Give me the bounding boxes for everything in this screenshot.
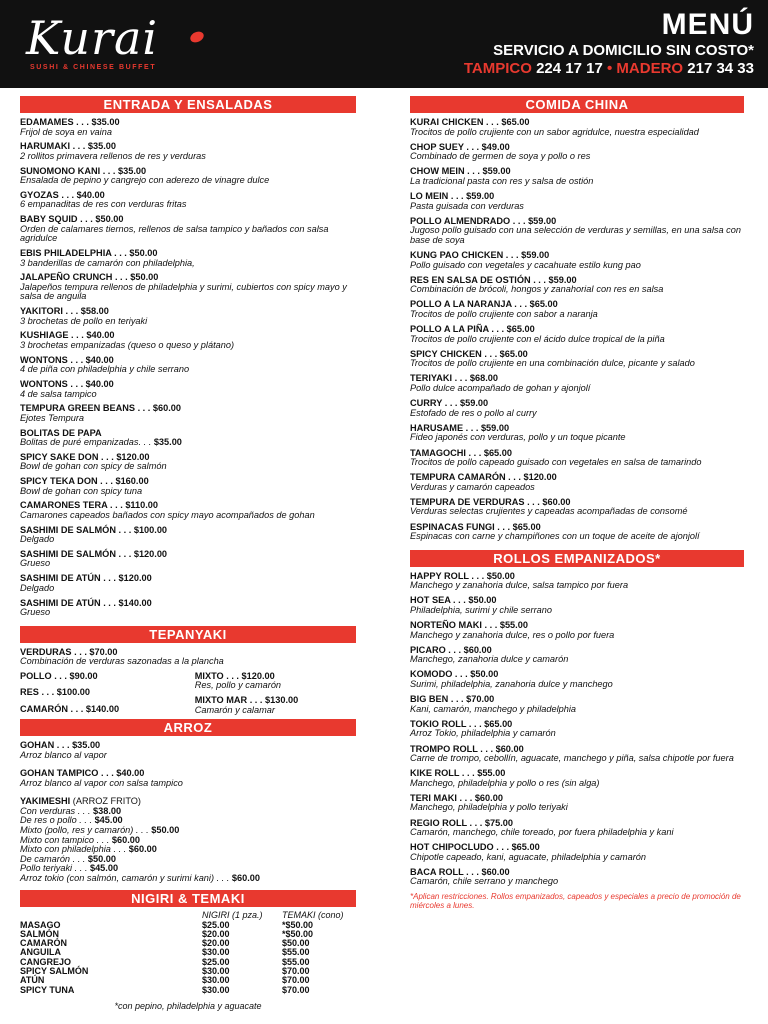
item-name: TEMPURA GREEN BEANS . . . $60.00: [20, 403, 181, 414]
item-name: GOHAN TAMPICO . . . $40.00: [20, 768, 145, 779]
nigiri-price: $30.00: [202, 975, 230, 986]
item-name: HOT SEA . . . $50.00: [410, 595, 497, 606]
section-title-china: COMIDA CHINA: [410, 96, 744, 113]
item-desc: [410, 877, 744, 887]
tepanyaki-res: RES . . . $100.00: [20, 687, 90, 698]
menu-item: [410, 595, 744, 615]
logo: [22, 12, 212, 76]
item-desc: [410, 680, 744, 690]
section-title-tepanyaki: TEPANYAKI: [20, 626, 356, 643]
menu-item: [410, 768, 744, 788]
arroz-gohan: [20, 740, 356, 760]
item-desc: [410, 705, 744, 715]
item-desc: [20, 259, 356, 269]
item-name: BIG BEN . . . $70.00: [410, 694, 495, 705]
yakimeshi-lines: [20, 807, 356, 884]
item-desc-text: Bowl de gohan con spicy tuna: [20, 485, 143, 496]
nigiri-name: CANGREJO: [20, 956, 72, 967]
item-desc: Combinación de verduras sazonadas a la plancha: [20, 656, 224, 667]
item-desc-text: 3 banderillas de camarón con philadelphia,: [20, 257, 195, 268]
item-name: TROMPO ROLL . . . $60.00: [410, 743, 524, 754]
item-desc: [410, 128, 744, 138]
temaki-price: $70.00: [282, 984, 310, 995]
item-desc: [410, 226, 744, 245]
nigiri-price: $20.00: [202, 928, 230, 939]
temaki-price: $55.00: [282, 956, 310, 967]
item-name: KIKE ROLL . . . $55.00: [410, 768, 506, 779]
yakimeshi-line-text: Mixto con tampico . . .: [20, 834, 112, 845]
item-name: SASHIMI DE SALMÓN . . . $100.00: [20, 524, 168, 535]
item-desc-text: Surimi, philadelphia, zanahoria dulce y manchego: [410, 678, 613, 689]
menu-item: [410, 299, 744, 319]
item-name: BOLITAS DE PAPA: [20, 427, 102, 438]
item-desc: [20, 511, 356, 521]
menu-item: [410, 191, 744, 211]
nigiri-name: SPICY TUNA: [20, 984, 75, 995]
yakimeshi-line-text: Mixto con philadelphia . . .: [20, 844, 129, 855]
item-desc-text: Pollo guisado con vegetales y cacahuate estilo kung pao: [410, 259, 641, 270]
yakimeshi-line-price: $50.00: [151, 824, 180, 835]
item-name: SPICY TEKA DON . . . $160.00: [20, 476, 149, 487]
item-desc-text: Espinacas con carne y champiñones con un toque de aceite de ajonjolí: [410, 531, 700, 542]
logo-dot-icon: [189, 30, 206, 45]
section-title-arroz: ARROZ: [20, 719, 356, 736]
menu-item: [410, 216, 744, 246]
item-desc-text: Combinado de germen de soya y pollo o res: [410, 151, 591, 162]
china-list: [410, 117, 744, 542]
col-nigiri: NIGIRI (1 pza.): [202, 909, 263, 920]
item-name: HARUMAKI . . . $35.00: [20, 141, 116, 152]
menu-title: MENÚ: [661, 8, 754, 41]
item-desc: [20, 608, 356, 618]
item-desc: [410, 177, 744, 187]
item-desc: [410, 359, 744, 369]
item-desc: [410, 581, 744, 591]
item-desc-text: Manchego, zanahoria dulce y camarón: [410, 654, 569, 665]
item-name: TOKIO ROLL . . . $65.00: [410, 718, 513, 729]
item-desc: [410, 152, 744, 162]
nigiri-name: SPICY SALMÓN: [20, 966, 89, 977]
item-name: SUNOMONO KANI . . . $35.00: [20, 165, 147, 176]
item-desc-text: Ensalada de pepino y cangrejo con aderezo de vinagre dulce: [20, 175, 270, 186]
item-desc-text: Jugoso pollo guisado con una selección de verduras y semillas, en una salsa con base de soya: [410, 225, 741, 245]
item-desc: [410, 261, 744, 271]
item-name: KUNG PAO CHICKEN . . . $59.00: [410, 250, 550, 261]
menu-item: [20, 549, 356, 569]
item-desc-text: 3 brochetas empanizadas (queso o queso y plátano): [20, 339, 235, 350]
menu-item: [20, 306, 356, 326]
item-desc-text: Estofado de res o pollo al curry: [410, 407, 537, 418]
item-name: EDAMAMES . . . $35.00: [20, 117, 120, 127]
rollos-list: [410, 571, 744, 887]
nigiri-note: *con pepino, philadelphia y aguacate: [114, 1000, 262, 1011]
item-desc: [410, 532, 744, 542]
item-desc: [20, 535, 356, 545]
arroz-gohan-tampico: [20, 768, 356, 788]
menu-item: [20, 476, 356, 496]
item-name: EBIS PHILADELPHIA . . . $50.00: [20, 248, 158, 258]
phone-line: [464, 60, 754, 77]
item-name: WONTONS . . . $40.00: [20, 354, 114, 365]
item-desc: [20, 365, 356, 375]
menu-item: [20, 525, 356, 545]
nigiri-table: [20, 921, 356, 995]
tepanyaki-camaron: CAMARÓN . . . $140.00: [20, 703, 120, 714]
yakimeshi-line-price: $60.00: [231, 872, 260, 883]
item-desc-text: Trocitos de pollo crujiente con el ácido dulce tropical de la piña: [410, 333, 665, 344]
item-desc: [410, 409, 744, 419]
item-desc-text: Arroz Tokio, philadelphia y camarón: [410, 728, 556, 739]
menu-item: [20, 248, 356, 268]
item-desc-text: Manchego y zanahoria dulce, salsa tampico por fuera: [410, 580, 629, 591]
item-name: REGIO ROLL . . . $75.00: [410, 817, 513, 828]
menu-item: [410, 250, 744, 270]
header: [0, 0, 768, 88]
item-desc-text: Trocitos de pollo crujiente con sabor a naranja: [410, 308, 598, 319]
nigiri-price: $30.00: [202, 984, 230, 995]
item-desc: [410, 631, 744, 641]
item-name: PICARO . . . $60.00: [410, 644, 492, 655]
yakimeshi-line-price: $45.00: [89, 863, 119, 874]
nigiri-price: $20.00: [202, 938, 230, 949]
menu-item: [410, 497, 744, 517]
nigiri-price: $30.00: [202, 947, 230, 958]
menu-item: [410, 472, 744, 492]
item-name: JALAPEÑO CRUNCH . . . $50.00: [20, 272, 159, 283]
menu-item: [410, 117, 744, 137]
item-desc: [20, 128, 356, 138]
yakimeshi-sub: (ARROZ FRITO): [72, 796, 141, 807]
item-desc-text: 4 de piña con philadelphia y chile serrano: [20, 364, 190, 375]
item-desc-text: Chipotle capeado, kani, aguacate, philadelphia y camarón: [410, 851, 646, 862]
item-desc-text: 3 brochetas de pollo en teriyaki: [20, 315, 148, 326]
menu-item: [410, 522, 744, 542]
item-desc: [20, 341, 356, 351]
section-title-nigiri: NIGIRI & TEMAKI: [20, 890, 356, 907]
item-name: KUSHIAGE . . . $40.00: [20, 330, 115, 341]
menu-item: [20, 403, 356, 423]
menu-item: [410, 620, 744, 640]
nigiri-price: $25.00: [202, 956, 230, 967]
item-name: SASHIMI DE ATÚN . . . $120.00: [20, 573, 152, 584]
menu-item: [410, 324, 744, 344]
service-text: SERVICIO A DOMICILIO SIN COSTO*: [493, 42, 754, 59]
item-desc: [410, 828, 744, 838]
item-desc: [20, 414, 356, 424]
yakimeshi-line-price: $60.00: [128, 844, 157, 855]
item-desc-text: Pollo dulce acompañado de gohan y ajonjolí: [410, 382, 591, 393]
table-row: [20, 986, 356, 995]
item-desc: [410, 507, 744, 517]
temaki-price: $50.00: [282, 938, 310, 949]
menu-item: [410, 694, 744, 714]
item-desc: [410, 285, 744, 295]
item-desc: [410, 803, 744, 813]
item-desc-text: Manchego, philadelphia y pollo o res (sin alga): [410, 777, 600, 788]
menu-item: [20, 428, 356, 448]
item-name: TAMAGOCHI . . . $65.00: [410, 447, 512, 458]
entrada-list: [20, 117, 356, 618]
item-desc-text: Jalapeños tempura rellenos de philadelphia y surimi, cubiertos con spicy mayo y salsa de anguila: [20, 281, 347, 302]
menu-item: [20, 330, 356, 350]
item-desc: [410, 202, 744, 212]
item-name: TEMPURA CAMARÓN . . . $120.00: [410, 472, 557, 483]
menu-item: [20, 272, 356, 302]
logo-text: Kurai: [26, 11, 159, 65]
item-name: ESPINACAS FUNGI . . . $65.00: [410, 521, 541, 532]
footnote: *Aplican restricciones. Rollos empanizados, capeados y especiales a precio de promoción de miércoles a lunes.: [410, 891, 741, 910]
temaki-price: $70.00: [282, 966, 310, 977]
item-desc-text: Camarones capeados bañados con spicy mayo acompañados de gohan: [20, 509, 315, 520]
item-desc: [410, 335, 744, 345]
item-name: CURRY . . . $59.00: [410, 398, 489, 409]
temaki-price: *$50.00: [282, 919, 314, 930]
item-name: BABY SQUID . . . $50.00: [20, 214, 124, 225]
item-desc: [20, 390, 356, 400]
yakimeshi-line-text: Con verduras . . .: [20, 805, 94, 816]
item-name: TERIYAKI . . . $68.00: [410, 373, 499, 384]
item-desc: [20, 225, 356, 244]
item-desc-text: Orden de calamares tiernos, rellenos de salsa tampico y bañados con salsa agridulce: [20, 223, 329, 244]
item-desc-text: Trocitos de pollo capeado guisado con vegetales en salsa de tamarindo: [410, 457, 702, 468]
menu-item: [20, 214, 356, 244]
item-desc-text: Fideo japonés con verduras, pollo y un toque picante: [410, 432, 626, 443]
item-name: YAKITORI . . . $58.00: [20, 306, 109, 317]
item-desc: Arroz blanco al vapor: [20, 749, 107, 760]
tampico-phone: 224 17 17: [536, 60, 603, 77]
tepanyaki-right: [195, 671, 356, 715]
item-desc-text: Verduras selectas crujientes y capeadas acompañadas de consomé: [410, 506, 688, 517]
item-name: SASHIMI DE ATÚN . . . $140.00: [20, 597, 152, 608]
nigiri-name: SALMÓN: [20, 928, 59, 939]
item-desc-text: Grueso: [20, 558, 51, 569]
item-desc: [410, 433, 744, 443]
menu-item: [410, 423, 744, 443]
item-name: VERDURAS . . . $70.00: [20, 646, 118, 657]
item-desc: [20, 462, 356, 472]
item-desc: [20, 152, 356, 162]
temaki-price: *$50.00: [282, 928, 314, 939]
separator: •: [606, 60, 613, 77]
menu-item: [20, 452, 356, 472]
menu-item: [410, 398, 744, 418]
item-name: POLLO A LA NARANJA . . . $65.00: [410, 299, 558, 310]
item-desc: [410, 483, 744, 493]
menu-item: [410, 571, 744, 591]
section-title-rollos: ROLLOS EMPANIZADOS*: [410, 550, 744, 567]
menu-item: [20, 379, 356, 399]
tepanyaki-mixto-mar-desc: Camarón y calamar: [194, 704, 275, 715]
menu-item: [410, 275, 744, 295]
menu-item: [410, 867, 744, 887]
menu-item: [410, 842, 744, 862]
yakimeshi-line: [20, 874, 356, 884]
item-desc: Arroz blanco al vapor con salsa tampico: [20, 777, 183, 788]
menu-item: [410, 669, 744, 689]
menu-item: [20, 573, 356, 593]
menu-item: [20, 166, 356, 186]
item-name: CHOW MEIN . . . $59.00: [410, 166, 511, 177]
item-desc: [20, 317, 356, 327]
yakimeshi-line-text: Mixto (pollo, res y camarón) . . .: [20, 824, 152, 835]
nigiri-name: ATÚN: [20, 975, 45, 986]
yakimeshi-line-text: Arroz tokio (con salmón, camarón y surimi kani) . . .: [20, 872, 232, 883]
item-name: POLLO A LA PIÑA . . . $65.00: [410, 324, 535, 335]
item-name: RES EN SALSA DE OSTIÓN . . . $59.00: [410, 274, 577, 285]
item-desc: [20, 200, 356, 210]
item-desc-text: Combinación de brócoli, hongos y zanahoriaI con res en salsa: [410, 284, 664, 295]
item-desc-text: 2 rollitos primavera rellenos de res y verduras: [20, 150, 206, 161]
item-name: HARUSAME . . . $59.00: [410, 422, 510, 433]
menu-item: [410, 448, 744, 468]
menu-item: [410, 142, 744, 162]
menu-item: [410, 645, 744, 665]
item-desc-text: Frijol de soya en vaina: [20, 126, 112, 137]
item-desc-text: Delgado: [20, 582, 55, 593]
temaki-price: $55.00: [282, 947, 310, 958]
item-desc: [20, 487, 356, 497]
yakimeshi-line-price: $60.00: [111, 834, 141, 845]
menu-item: [410, 793, 744, 813]
item-desc-text: 6 empanaditas de res con verduras fritas: [20, 199, 187, 210]
item-name: KOMODO . . . $50.00: [410, 669, 499, 680]
arroz-yakimeshi: [20, 796, 356, 883]
item-name: BACA ROLL . . . $60.00: [410, 866, 510, 877]
left-column: [20, 96, 356, 1011]
item-desc: [410, 754, 744, 764]
item-desc: [20, 559, 356, 569]
item-desc: [20, 584, 356, 594]
item-name: SASHIMI DE SALMÓN . . . $120.00: [20, 548, 168, 559]
item-desc-text: Ejotes Tempura: [20, 412, 85, 423]
menu-item: [410, 744, 744, 764]
menu-item: [410, 349, 744, 369]
item-name: SPICY SAKE DON . . . $120.00: [20, 451, 150, 462]
item-name: NORTEÑO MAKI . . . $55.00: [410, 620, 528, 631]
menu-item: [410, 818, 744, 838]
yakimeshi-line-price: $45.00: [94, 815, 123, 826]
nigiri-price: $25.00: [202, 919, 230, 930]
nigiri-name: CAMARÓN: [20, 938, 67, 949]
item-name: GOHAN . . . $35.00: [20, 740, 101, 751]
tepanyaki-grid: [20, 671, 356, 715]
yakimeshi-name: YAKIMESHI: [20, 796, 71, 807]
item-desc: [410, 384, 744, 394]
item-name: KURAI CHICKEN . . . $65.00: [410, 117, 530, 127]
item-desc: [410, 729, 744, 739]
item-name: POLLO ALMENDRADO . . . $59.00: [410, 215, 557, 226]
item-name: HAPPY ROLL . . . $50.00: [410, 570, 515, 581]
col-temaki: TEMAKI (cono): [282, 909, 344, 920]
item-desc-text: Camarón, chile serrano y manchego: [410, 876, 559, 887]
tampico-label: TAMPICO: [463, 60, 532, 77]
item-desc-text: Pasta guisada con verduras: [410, 200, 524, 211]
item-price: $35.00: [153, 437, 182, 448]
item-desc-text: Bolitas de puré empanizadas. . .: [20, 437, 154, 448]
menu-item: [20, 141, 356, 161]
item-desc-text: Verduras y camarón capeados: [410, 481, 535, 492]
item-name: CHOP SUEY . . . $49.00: [410, 141, 510, 152]
item-desc-text: Manchego, philadelphia y pollo teriyaki: [410, 802, 568, 813]
yakimeshi-line-text: De res o pollo . . .: [20, 815, 95, 826]
menu-item: [20, 117, 356, 137]
item-name: WONTONS . . . $40.00: [20, 379, 114, 389]
menu-item: [20, 500, 356, 520]
tepanyaki-mixto-mar: MIXTO MAR . . . $130.00: [194, 695, 299, 705]
item-desc-text: Camarón, manchego, chile toreado, por fuera philadelphia y kani: [410, 827, 674, 838]
item-name: TEMPURA DE VERDURAS . . . $60.00: [410, 496, 571, 507]
menu-item: [410, 719, 744, 739]
menu-item: [410, 373, 744, 393]
yakimeshi-line-text: De camarón . . .: [20, 853, 88, 864]
menu-item: [20, 355, 356, 375]
menu-item: [410, 166, 744, 186]
item-desc: [410, 853, 744, 863]
item-desc-text: Grueso: [20, 607, 51, 618]
item-desc: [410, 458, 744, 468]
item-desc: [410, 310, 744, 320]
item-desc-text: Trocitos de pollo crujiente con un sabor agridulce, nuestra especialidad: [410, 126, 699, 137]
item-desc-text: Manchego y zanahoria dulce, res o pollo por fuera: [410, 629, 615, 640]
madero-label: MADERO: [616, 60, 684, 77]
item-desc: [20, 176, 356, 186]
item-name: TERI MAKI . . . $60.00: [410, 792, 503, 803]
tepanyaki-mixto-desc: Res, pollo y camarón: [194, 680, 282, 691]
item-desc-text: Philadelphia, surimi y chile serrano: [410, 604, 552, 615]
yakimeshi-line-text: Pollo teriyaki . . .: [20, 863, 90, 874]
item-desc-text: Delgado: [20, 534, 55, 545]
tepanyaki-left: [20, 671, 181, 715]
item-name: GYOZAS . . . $40.00: [20, 189, 105, 200]
logo-subtitle: SUSHI & CHINESE BUFFET: [30, 64, 157, 71]
tepanyaki-verduras: [20, 647, 356, 667]
nigiri-price: $30.00: [202, 966, 230, 977]
nigiri-header: [20, 910, 356, 920]
item-name: SPICY CHICKEN . . . $65.00: [410, 348, 528, 359]
tepanyaki-pollo: POLLO . . . $90.00: [20, 670, 98, 681]
nigiri-name: MASAGO: [20, 919, 61, 930]
item-desc: [20, 283, 356, 302]
item-desc: [410, 779, 744, 789]
item-desc: [410, 606, 744, 616]
nigiri-name: ANGUILA: [20, 947, 61, 958]
item-name: LO MEIN . . . $59.00: [410, 191, 495, 202]
item-desc-text: Bowl de gohan con spicy de salmón: [20, 461, 167, 472]
item-name: CAMARONES TERA . . . $110.00: [20, 500, 159, 511]
right-column: [410, 96, 744, 910]
madero-phone: 217 34 33: [687, 60, 754, 77]
menu-item: [20, 598, 356, 618]
item-desc-text: Kani, camarón, manchego y philadelphia: [410, 703, 576, 714]
menu-item: [20, 190, 356, 210]
item-desc: [410, 655, 744, 665]
section-title-entrada: ENTRADA Y ENSALADAS: [20, 96, 356, 113]
item-desc: [20, 438, 356, 448]
item-desc-text: Carne de trompo, cebollín, aguacate, manchego y piña, salsa chipotle por fuera: [410, 753, 734, 763]
item-name: HOT CHIPOCLUDO . . . $65.00: [410, 842, 540, 853]
item-desc-text: 4 de salsa tampico: [20, 388, 97, 399]
tepanyaki-mixto: MIXTO . . . $120.00: [194, 670, 275, 681]
item-desc-text: Trocitos de pollo crujiente en una combinación dulce, picante y salado: [410, 358, 695, 369]
yakimeshi-line-price: $38.00: [93, 805, 122, 816]
yakimeshi-line-price: $50.00: [87, 853, 117, 864]
temaki-price: $70.00: [282, 975, 310, 986]
item-desc-text: La tradicional pasta con res y salsa de ostión: [410, 175, 594, 186]
